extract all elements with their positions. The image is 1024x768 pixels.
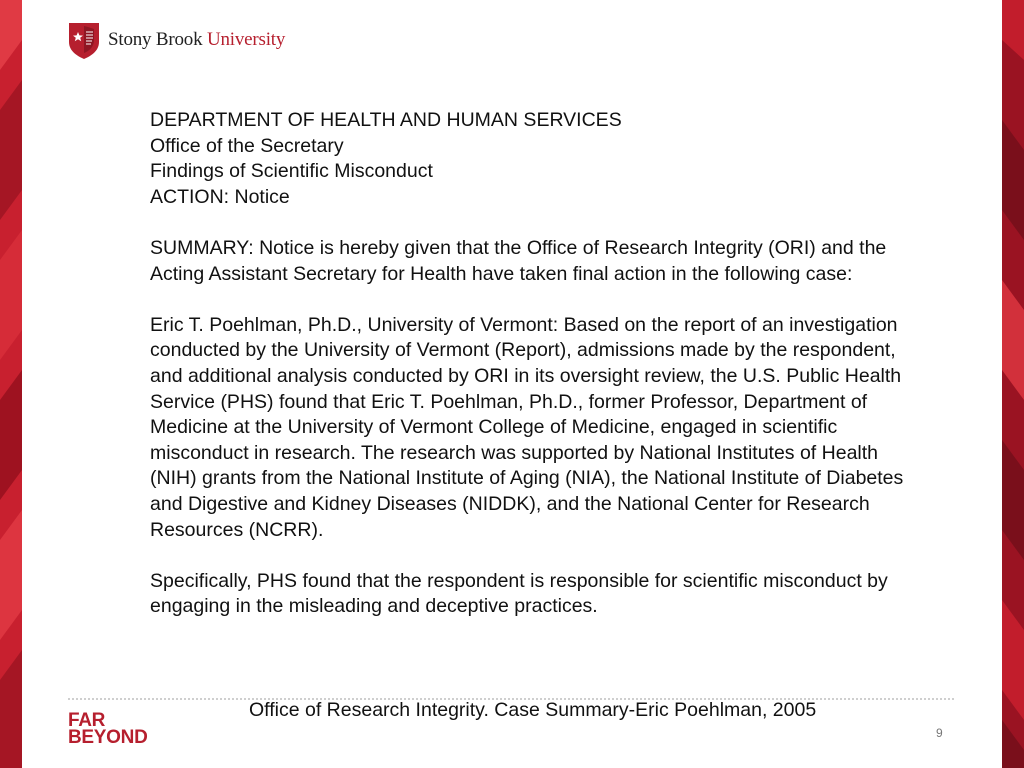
far-beyond-tagline <box>68 712 148 746</box>
notice-body <box>150 108 910 620</box>
case-paragraph: Eric T. Poehlman, Ph.D., University of Vermont: Based on the report of an investigation conducted by the University of Vermont (Report), admissions made by the respondent, and additional analysis conducted by ORI in its oversight review, the U.S. Public Health Service (PHS) found that Eric T. Poehlman, Ph.D., former Professor, Department of Medicine at the University of Vermont College of Medicine, engaged in scientific misconduct in research. The research was supported by National Institutes of Health (NIH) grants from the National Institute of Aging (NIA), the National Institute of Diabetes and Digestive and Kidney Diseases (NIDDK), and the National Center for Research Resources (NCRR). <box>150 313 904 541</box>
page-number: 9 <box>936 726 943 740</box>
star-shield-icon <box>68 20 100 60</box>
logo-word-university: University <box>206 29 286 50</box>
logo-word-stony-brook: Stony Brook <box>108 29 203 50</box>
heading-department: DEPARTMENT OF HEALTH AND HUMAN SERVICES <box>150 109 622 131</box>
heading-action: ACTION: Notice <box>150 185 290 208</box>
university-logo <box>68 20 285 60</box>
heading-office: Office of the Secretary <box>150 134 344 157</box>
summary-paragraph: SUMMARY: Notice is hereby given that the Office of Research Integrity (ORI) and the Acting Assistant Secretary for Health have taken final action in the following case: <box>150 236 887 285</box>
tagline-far: FAR <box>68 710 106 731</box>
right-decorative-band <box>1002 0 1024 768</box>
specifically-paragraph: Specifically, PHS found that the respondent is responsible for scientific misconduct by engaging in the misleading and deceptive practices. <box>150 569 888 618</box>
left-decorative-band <box>0 0 22 768</box>
heading-findings: Findings of Scientific Misconduct <box>150 160 433 183</box>
citation-text: Office of Research Integrity. Case Summary-Eric Poehlman, 2005 <box>249 699 817 721</box>
tagline-beyond: BEYOND <box>68 727 148 748</box>
logo-wordmark <box>108 29 285 51</box>
